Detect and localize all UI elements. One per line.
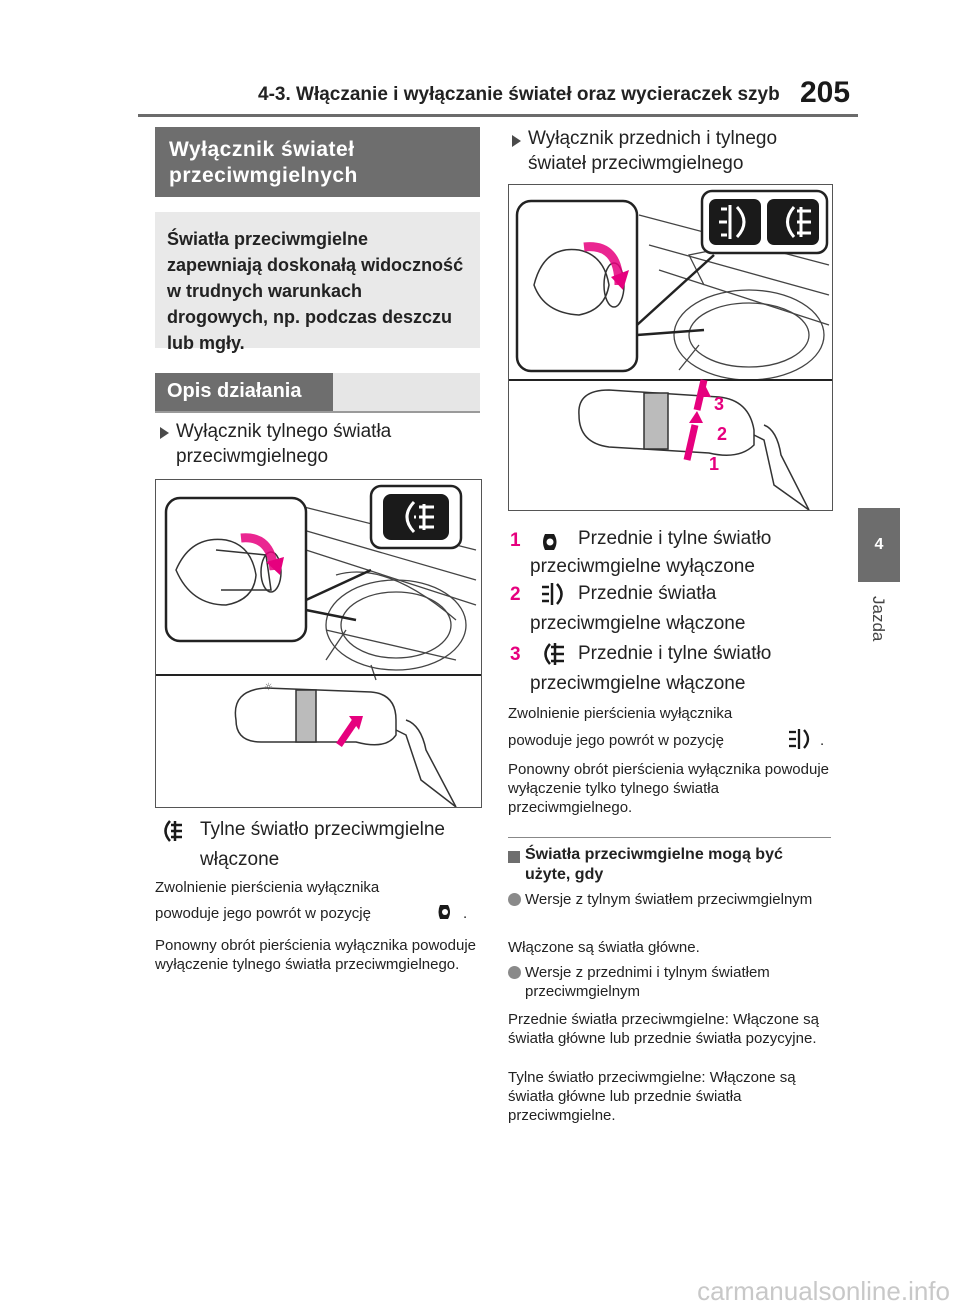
opis-title: Opis działania	[155, 373, 333, 411]
watermark: carmanualsonline.info	[697, 1276, 950, 1306]
rear-caption-part	[200, 815, 480, 875]
intro-note: Światła przeciwmgielne zapewniają doskonałą widoczność w trudnych warunkach drogowych, np. podczas deszczu lub mgły.	[155, 212, 480, 348]
para1a: Zwolnienie pierścienia wyłącznika	[508, 705, 733, 722]
item-1-text: Przednie i tylne światło przeciwmgielne wyłączone	[530, 528, 772, 577]
para1-end: .	[820, 732, 825, 749]
item-2-number: 2	[510, 584, 521, 605]
page-number: 205	[800, 76, 851, 109]
rear-para2: Ponowny obrót pierścienia wyłącznika powoduje wyłączenie tylnego światła przeciwmgielnego.	[155, 937, 477, 973]
header-rule	[138, 114, 858, 117]
item-1-number: 1	[510, 530, 521, 551]
item-3-number: 3	[510, 644, 521, 665]
dot-bullet	[508, 893, 521, 906]
front-fog-light-icon	[787, 726, 813, 752]
bullet1-text: Włączone są światła główne.	[508, 939, 700, 956]
item-3-text: Przednie i tylne światło przeciwmgielne włączone	[530, 643, 772, 694]
rear-para1b: powoduje jego powrót w pozycję	[155, 905, 371, 922]
square-bullet	[508, 851, 520, 863]
off-position-icon	[436, 901, 456, 923]
section-divider	[508, 837, 831, 838]
figure-label-1: 1	[709, 454, 720, 474]
rear-switch-heading: Wyłącznik tylnego światła przeciwmgielnego	[176, 421, 392, 467]
bullet-triangle	[512, 135, 521, 147]
para1b: powoduje jego powrót w pozycję	[508, 732, 724, 749]
rear-para1-end: .	[463, 905, 468, 922]
bullet2-heading: Wersje z przednimi i tylnym światłem przeciwmgielnym	[525, 964, 770, 1000]
figure-label-3: 3	[714, 394, 725, 414]
figure-label-2: 2	[717, 424, 728, 444]
front-rear-fog-switch-figure	[508, 184, 833, 511]
bullet-triangle	[160, 427, 169, 439]
chapter-tab-label: Jazda	[869, 596, 888, 642]
rear-caption: Tylne światło przeciwmgielne włączone	[200, 819, 445, 870]
dot-bullet	[508, 966, 521, 979]
front-rear-switch-heading: Wyłącznik przednich i tylnego świateł przeciwmgielnego	[528, 128, 778, 174]
section-title: Wyłącznik świateł przeciwmgielnych	[155, 127, 480, 197]
rear-para1a: Zwolnienie pierścienia wyłącznika	[155, 879, 380, 896]
para2: Ponowny obrót pierścienia wyłącznika powoduje wyłączenie tylko tylnego światła przeciwmgielnego.	[508, 761, 830, 816]
bullet2-text1: Przednie światła przeciwmgielne: Włączone są światła główne lub przednie światła pozycyjne.	[508, 1011, 819, 1047]
conditions-heading: Światła przeciwmgielne mogą być użyte, gdy	[525, 846, 783, 883]
rear-fog-switch-figure	[155, 479, 482, 808]
chapter-title: 4-3. Włączanie i wyłączanie świateł oraz wycieraczek szyb	[258, 84, 780, 105]
bullet2-text2: Tylne światło przeciwmgielne: Włączone są światła główne lub przednie światła przeciwmgielne.	[508, 1069, 796, 1124]
svg-text:☼: ☼	[264, 682, 273, 693]
chapter-tab: 4	[858, 508, 900, 582]
rear-fog-light-icon	[160, 818, 184, 844]
item-2-text: Przednie światła przeciwmgielne włączone	[530, 583, 746, 634]
bullet1-heading: Wersje z tylnym światłem przeciwmgielnym	[525, 891, 813, 908]
